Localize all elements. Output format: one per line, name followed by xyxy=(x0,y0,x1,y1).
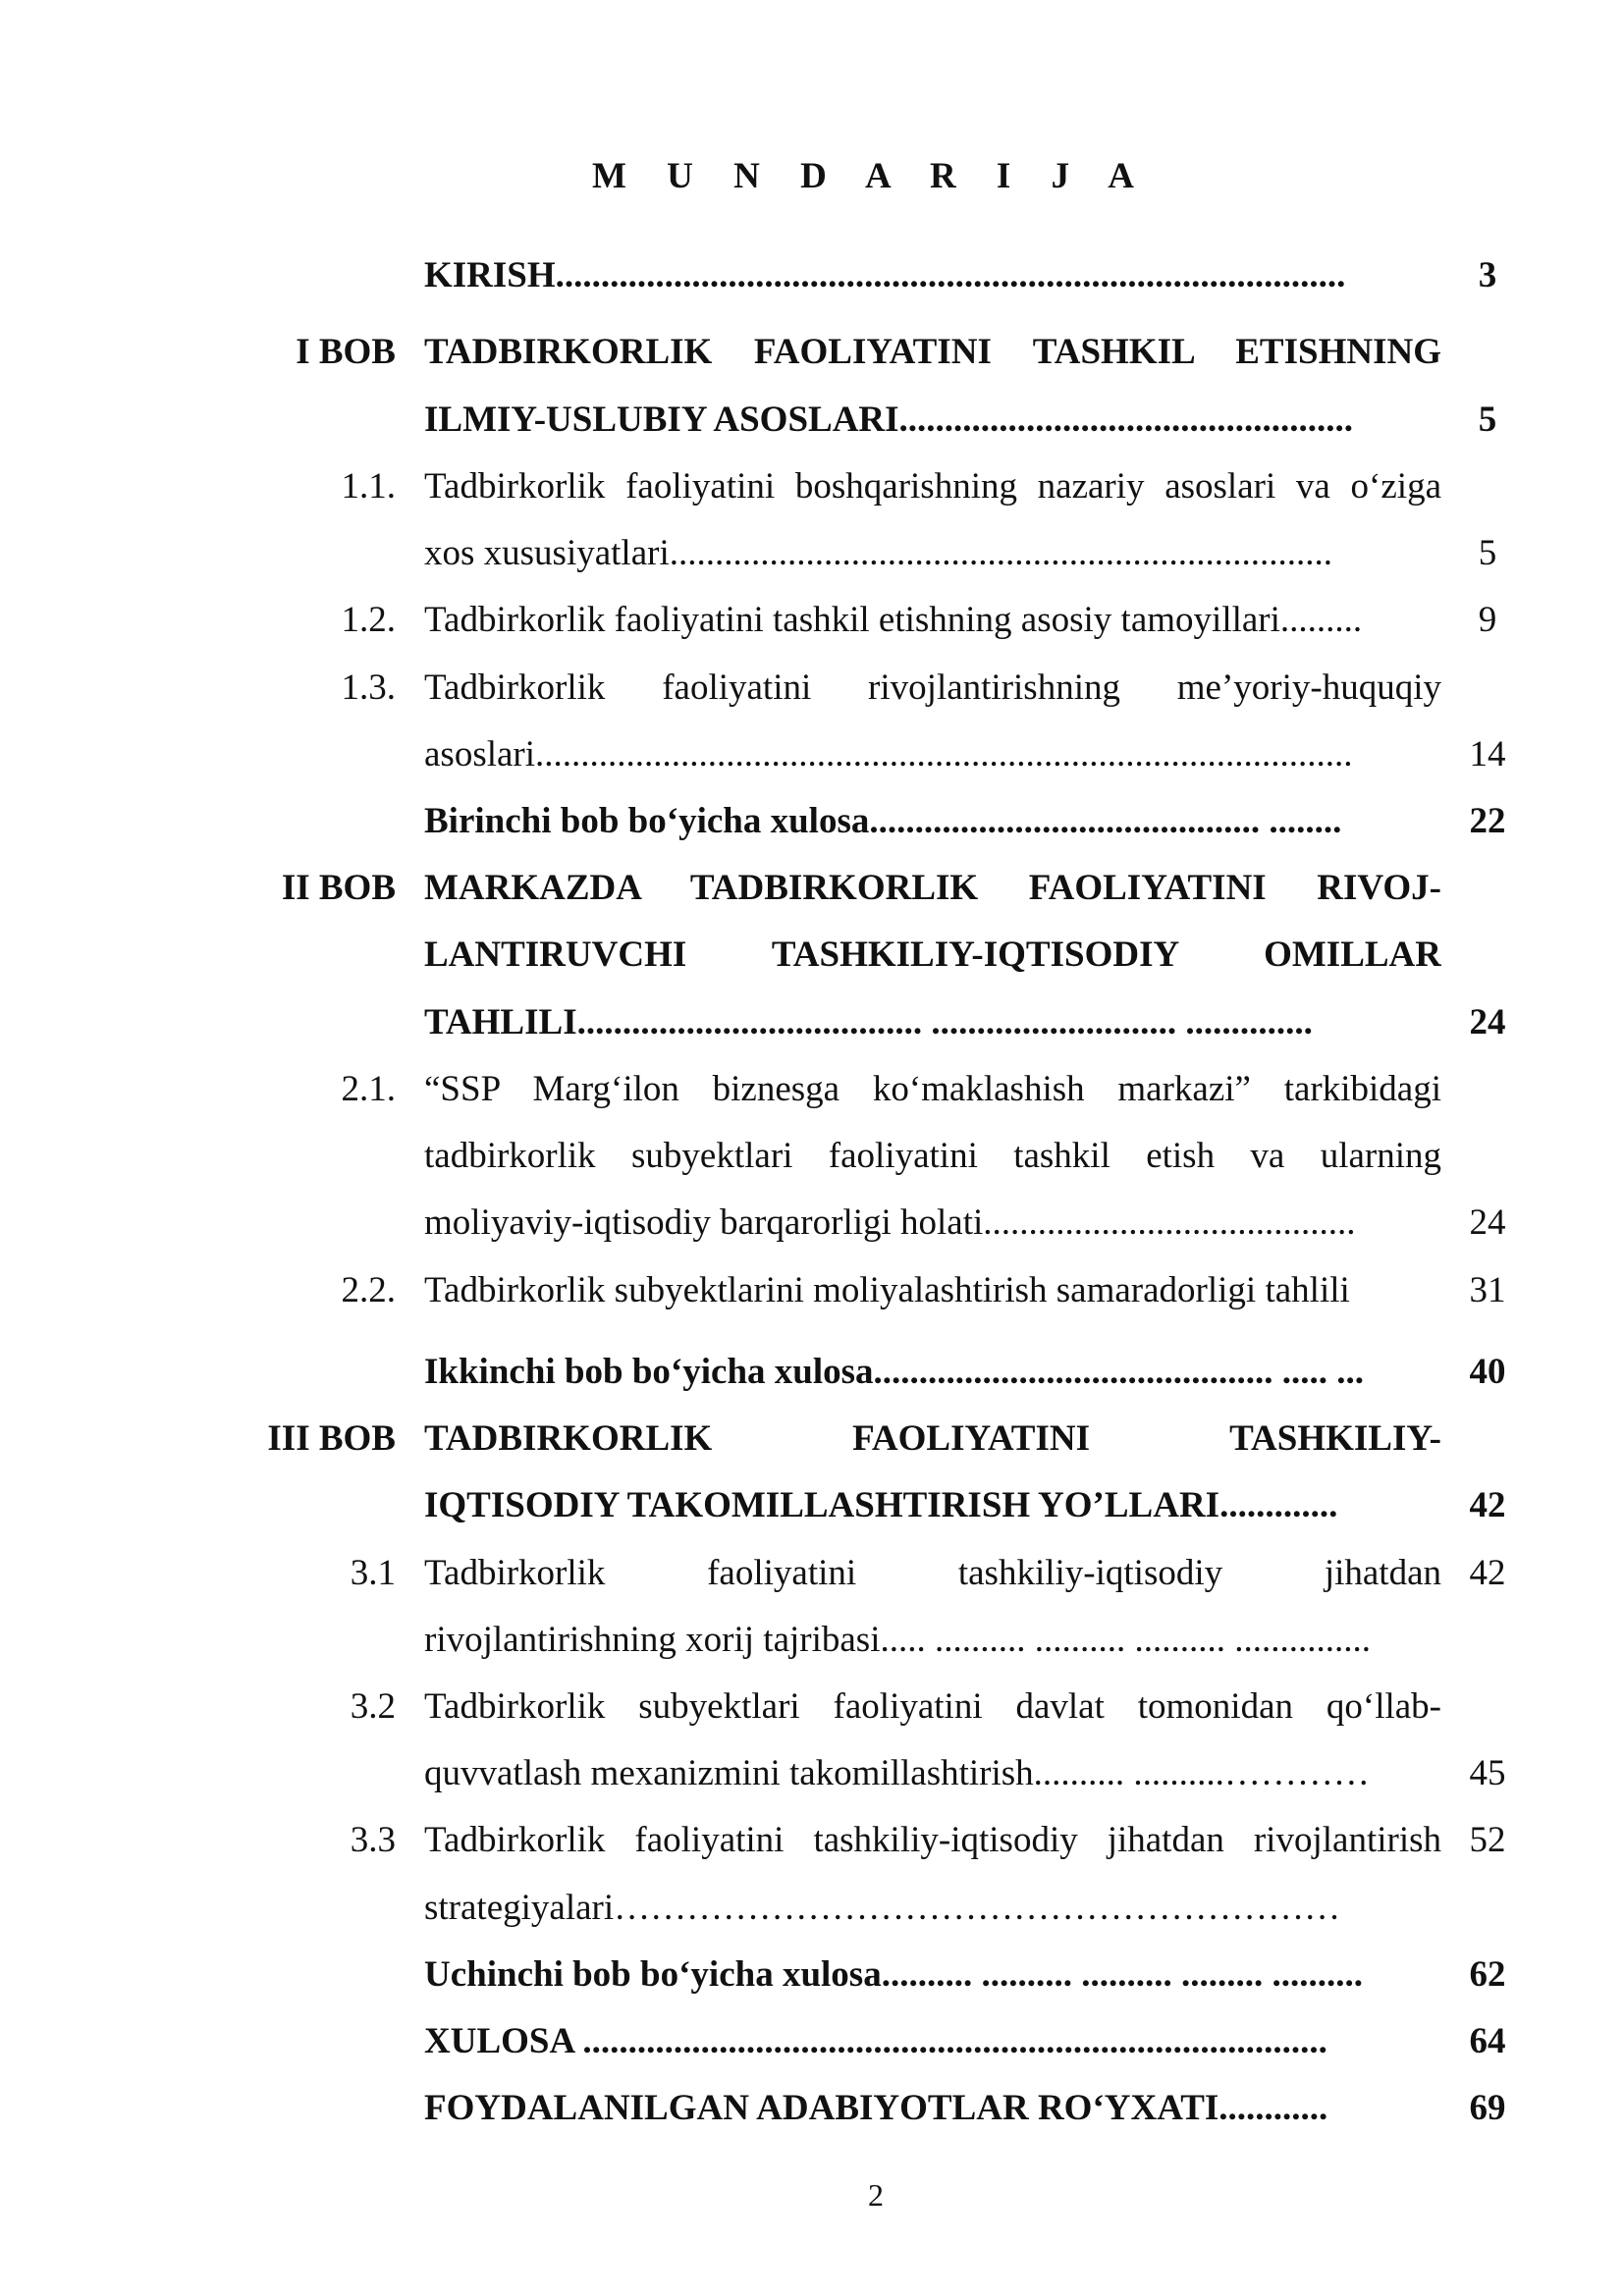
toc-entry-text[interactable]: xos xususiyatlari......................................................................... xyxy=(424,533,1332,573)
toc-entry-text[interactable]: XULOSA .................................................................................. xyxy=(424,2021,1327,2061)
toc-page-number: 24 xyxy=(1469,1202,1506,1243)
toc-entry-text[interactable]: Tadbirkorlik faoliyatini boshqarishning nazariy asoslari va o‘ziga xyxy=(424,466,1441,507)
toc-entry-text[interactable]: Tadbirkorlik subyektlarini moliyalashtirish samaradorligi tahlili xyxy=(424,1270,1350,1310)
toc-entry-text[interactable]: TADBIRKORLIK FAOLIYATINI TASHKILIY- xyxy=(424,1418,1441,1459)
toc-section-label: I BOB xyxy=(296,332,396,372)
toc-page-number: 62 xyxy=(1469,1954,1506,1995)
toc-page-number: 31 xyxy=(1469,1270,1506,1310)
toc-page-number: 42 xyxy=(1469,1485,1506,1525)
toc-page-number: 3 xyxy=(1478,255,1497,295)
toc-entry-text[interactable]: IQTISODIY TAKOMILLASHTIRISH YO’LLARI............. xyxy=(424,1485,1338,1525)
toc-entry-text[interactable]: Tadbirkorlik faoliyatini rivojlantirishning me’yoriy-huquqiy xyxy=(424,667,1441,708)
toc-section-label: 1.1. xyxy=(341,466,396,507)
toc-section-label: III BOB xyxy=(267,1418,396,1459)
toc-page-number: 5 xyxy=(1478,400,1497,440)
toc-title: M U N D A R I J A xyxy=(591,156,1151,196)
page-number: 2 xyxy=(868,2177,884,2213)
toc-entry-text[interactable]: ILMIY-USLUBIY ASOSLARI.................................................. xyxy=(424,400,1354,440)
toc-entry-text[interactable]: Uchinchi bob bo‘yicha xulosa.......... .......... .......... ......... .......... xyxy=(424,1954,1363,1995)
toc-section-label: II BOB xyxy=(281,868,396,908)
toc-entry-text[interactable]: Tadbirkorlik subyektlari faoliyatini davlat tomonidan qo‘llab- xyxy=(424,1686,1441,1727)
toc-entry-text[interactable]: FOYDALANILGAN ADABIYOTLAR RO‘YXATI............ xyxy=(424,2088,1328,2128)
toc-entry-text[interactable]: Birinchi bob bo‘yicha xulosa........................................... ........ xyxy=(424,801,1342,841)
toc-entry-text[interactable]: Ikkinchi bob bo‘yicha xulosa............................................ ..... ... xyxy=(424,1352,1365,1392)
toc-page-number: 22 xyxy=(1469,801,1506,841)
toc-entry-text[interactable]: TAHLILI...................................... ........................... .............. xyxy=(424,1002,1313,1042)
toc-page-number: 40 xyxy=(1469,1352,1506,1392)
toc-entry-text[interactable]: rivojlantirishning xorij tajribasi..... .......... .......... .......... ............... xyxy=(424,1620,1371,1660)
toc-entry-text[interactable]: “SSP Marg‘ilon biznesga ko‘maklashish markazi” tarkibidagi xyxy=(424,1069,1441,1109)
toc-entry-text[interactable]: Tadbirkorlik faoliyatini tashkiliy-iqtisodiy jihatdan rivojlantirish xyxy=(424,1820,1441,1860)
toc-entry-text[interactable]: asoslari.......................................................................................... xyxy=(424,734,1353,774)
toc-entry-text[interactable]: Tadbirkorlik faoliyatini tashkil etishning asosiy tamoyillari......... xyxy=(424,600,1363,640)
toc-entry-text[interactable]: MARKAZDA TADBIRKORLIK FAOLIYATINI RIVOJ- xyxy=(424,868,1441,908)
toc-entry-text[interactable]: Tadbirkorlik faoliyatini tashkiliy-iqtisodiy jihatdan xyxy=(424,1553,1441,1593)
toc-section-label: 1.2. xyxy=(341,600,396,640)
toc-section-label: 2.2. xyxy=(341,1270,396,1310)
toc-section-label: 2.1. xyxy=(341,1069,396,1109)
toc-page-number: 9 xyxy=(1478,600,1497,640)
toc-page-number: 5 xyxy=(1478,533,1497,573)
toc-entry-text[interactable]: tadbirkorlik subyektlari faoliyatini tashkil etish va ularning xyxy=(424,1136,1441,1176)
toc-entry-text[interactable]: KIRISH....................................................................................... xyxy=(424,255,1346,295)
toc-page-number: 24 xyxy=(1469,1002,1506,1042)
toc-entry-text[interactable]: moliyaviy-iqtisodiy barqarorligi holati......................................... xyxy=(424,1202,1356,1243)
toc-page-number: 42 xyxy=(1469,1553,1506,1593)
toc-page-number: 64 xyxy=(1469,2021,1506,2061)
toc-page-number: 52 xyxy=(1469,1820,1506,1860)
toc-entry-text[interactable]: TADBIRKORLIK FAOLIYATINI TASHKIL ETISHNING xyxy=(424,332,1441,372)
toc-section-label: 3.3 xyxy=(350,1820,396,1860)
toc-entry-text[interactable]: LANTIRUVCHI TASHKILIY-IQTISODIY OMILLAR xyxy=(424,934,1441,975)
toc-page-number: 45 xyxy=(1469,1753,1506,1793)
toc-section-label: 1.3. xyxy=(341,667,396,708)
toc-section-label: 3.2 xyxy=(350,1686,396,1727)
toc-page-number: 69 xyxy=(1469,2088,1506,2128)
toc-section-label: 3.1 xyxy=(350,1553,396,1593)
toc-page-number: 14 xyxy=(1469,734,1506,774)
toc-entry-text[interactable]: strategiyalari…………………………………………………… xyxy=(424,1888,1341,1928)
toc-entry-text[interactable]: quvvatlash mexanizmini takomillashtirish.......... ..........………… xyxy=(424,1753,1370,1793)
